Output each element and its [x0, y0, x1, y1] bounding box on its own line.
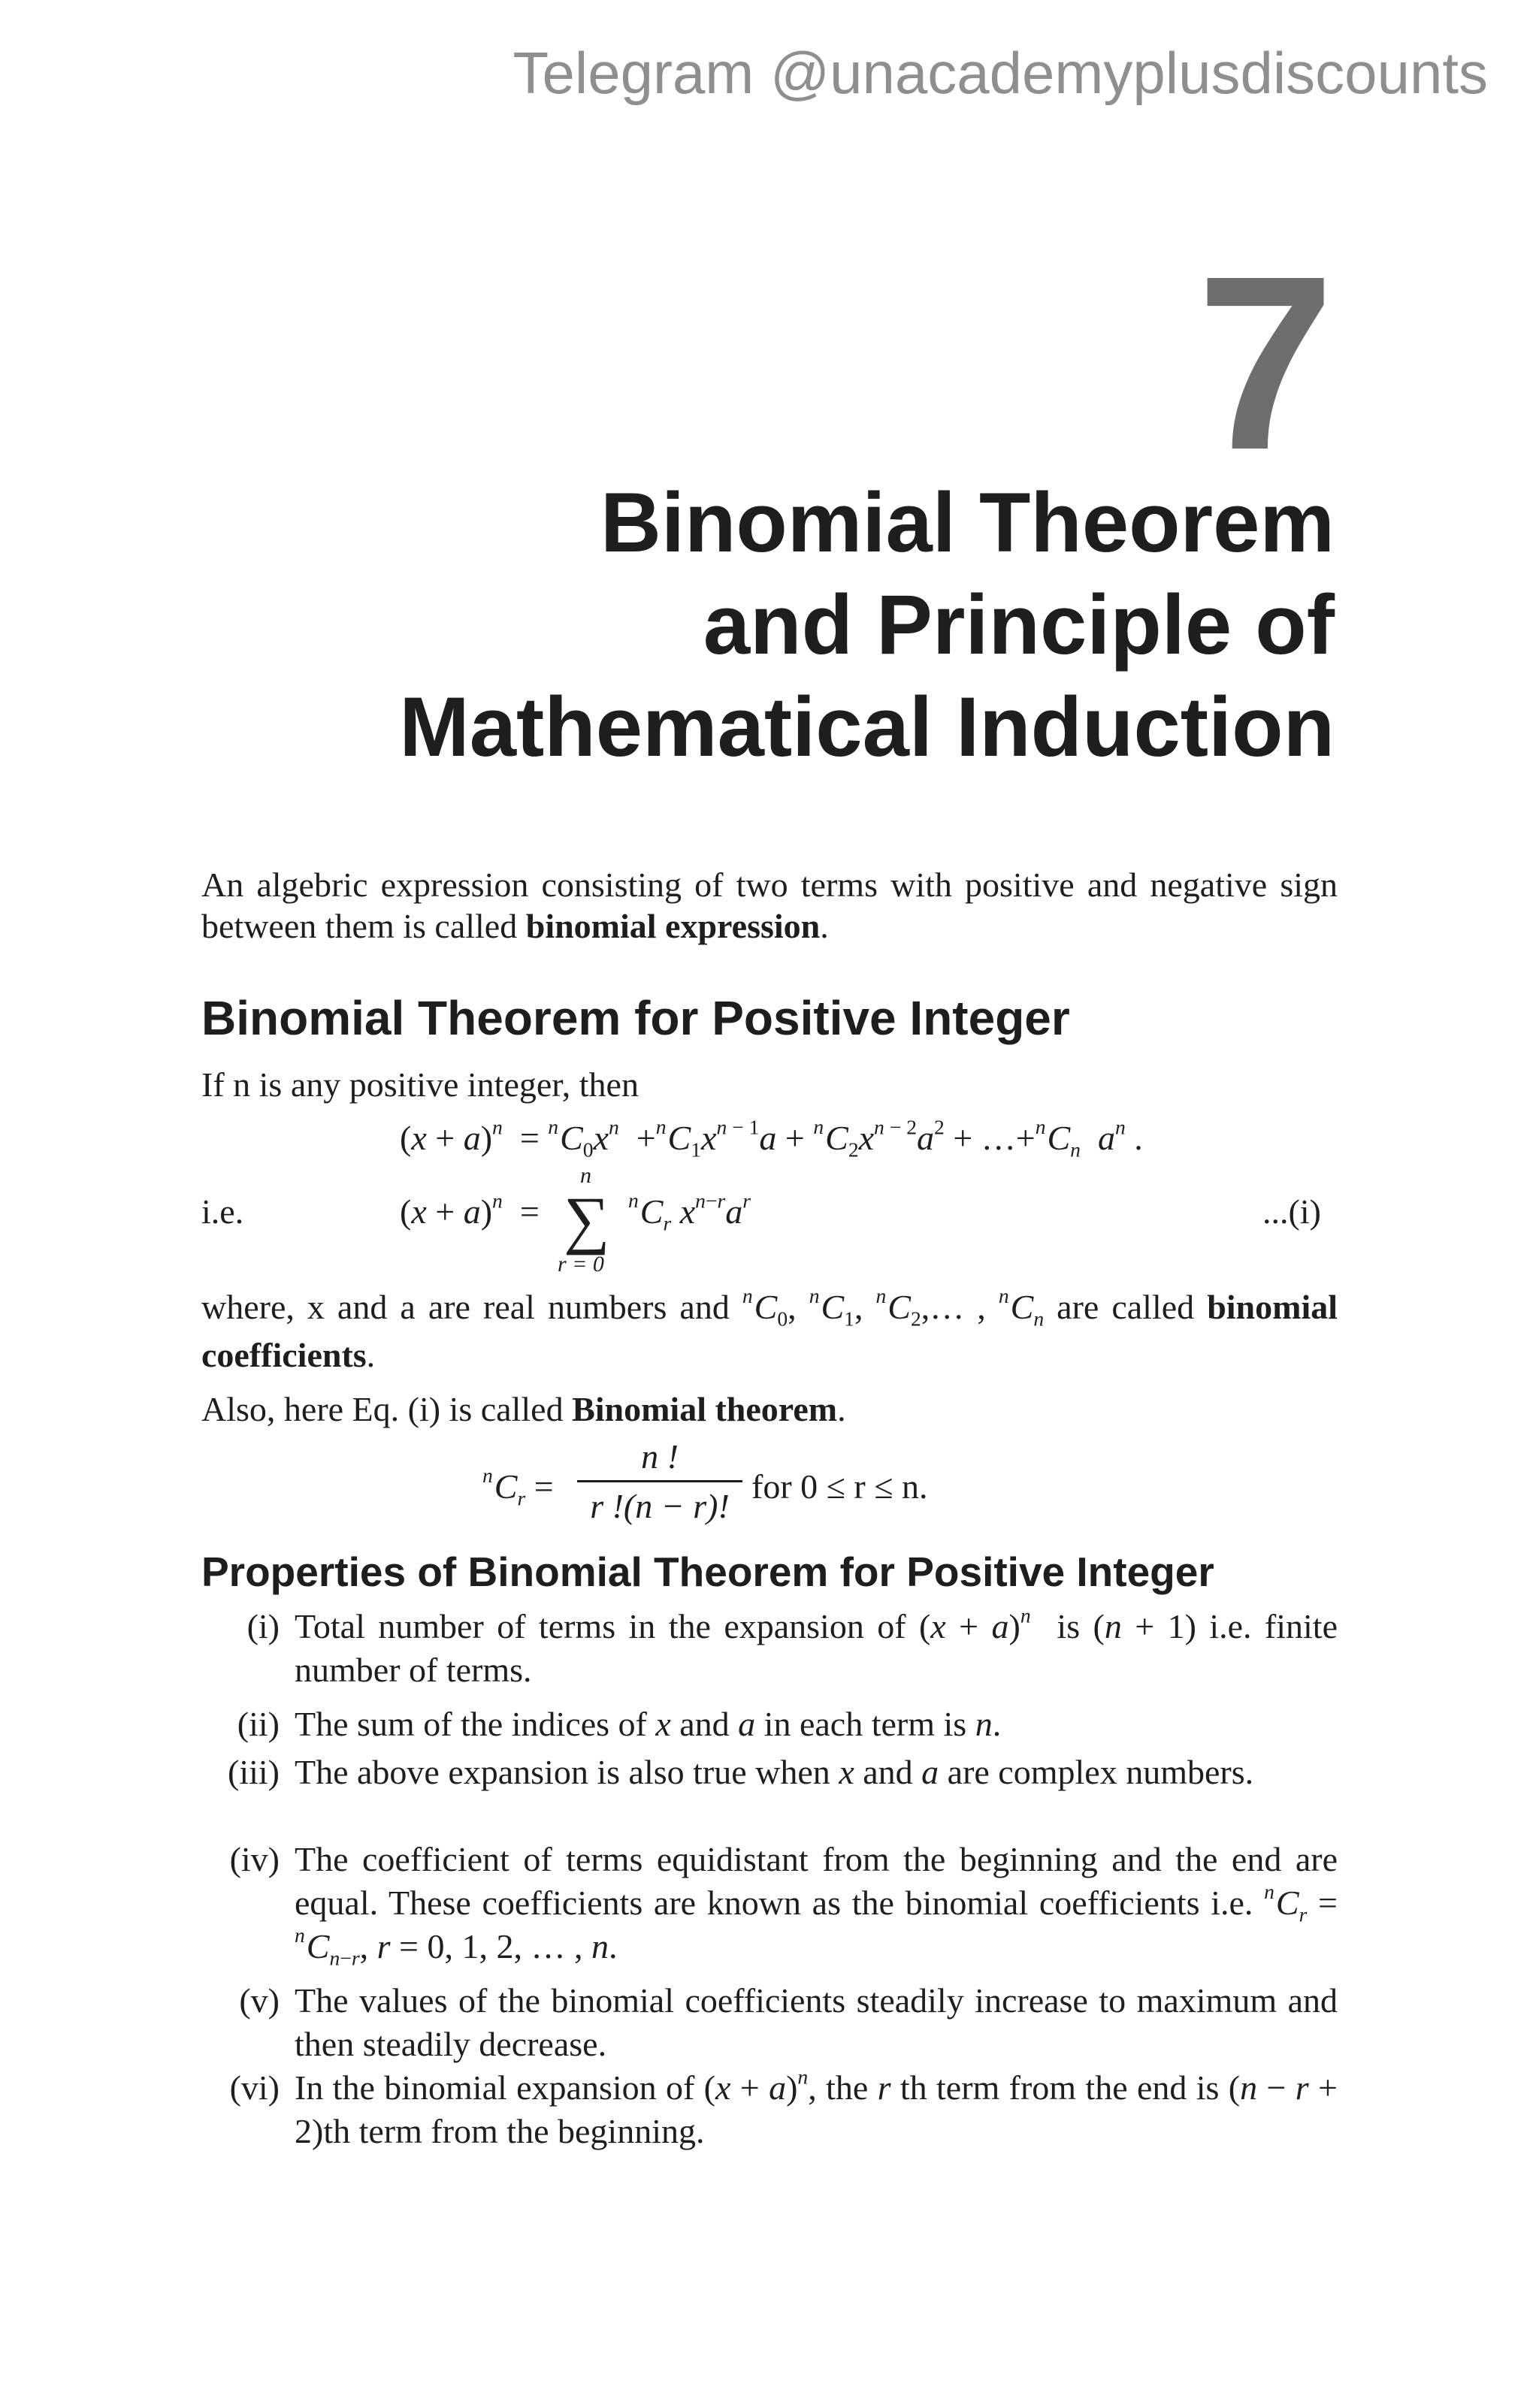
chapter-title	[132, 472, 1335, 778]
chapter-number: 7	[1196, 224, 1335, 501]
coefficients-list: $^nC_0$, $^nC_1$, $^nC_2,\dots$ , $^nC_n$	[742, 1284, 1045, 1331]
item-number: (iii)	[228, 1753, 280, 1791]
item-number: (ii)	[237, 1705, 280, 1743]
property-item-6	[201, 2066, 1338, 2153]
chapter-title-line-2: and Principle of	[703, 578, 1335, 672]
fraction-denominator: r !(n − r)!	[590, 1487, 730, 1525]
item-number: (i)	[246, 1607, 280, 1645]
ie-label: i.e.	[201, 1192, 244, 1231]
property-item-4	[201, 1838, 1338, 1968]
binomial-expansion-equation: $(x + a)^n = ^nC_0x^n +^nC_1x^{n - 1}a + ^nC_2x^{n - 2}a^2$ + $\dots+^nC_n$ $a^n$ .	[400, 1115, 1143, 1162]
sum-lower-limit: r = 0	[558, 1252, 604, 1277]
fraction-condition: for 0 ≤ r ≤ n.	[751, 1467, 928, 1506]
watermark: Telegram @unacademyplusdiscounts	[512, 40, 1488, 106]
where-paragraph: where, x and a are real numbers and $^nC_0$, $^nC_1$, $^nC_2,\dots$ , $^nC_n$ are called binomial coefficients.	[201, 1284, 1338, 1374]
also-paragraph: Also, here Eq. (i) is called Binomial theorem.	[201, 1390, 846, 1428]
intro-end: .	[820, 907, 829, 945]
item-text: In the binomial expansion of $(x + a)^n$, the r th term from the end is (n − r + 2)th term from the beginning.	[295, 2065, 1338, 2150]
property-item-3	[201, 1751, 1338, 1794]
equation-reference: ...(i)	[1262, 1192, 1321, 1231]
property-item-1	[201, 1605, 1338, 1692]
where-bold: binomial coefficients	[201, 1288, 1338, 1374]
summation-lhs: $(x + a)^n$ =	[400, 1189, 540, 1231]
item-number: (v)	[239, 1981, 280, 2020]
also-text: Also, here Eq. (i) is called	[201, 1390, 564, 1428]
summation-symbol	[558, 1163, 625, 1283]
sigma-icon: ∑	[564, 1183, 610, 1255]
chapter-title-line-3: Mathematical Induction	[399, 680, 1335, 774]
item-text: The coefficient of terms equidistant from the beginning and the end are equal. These coefficients are known as the binomial coefficients i.e. $^nC_r = ^nC_{n-r}$, r = 0, 1, 2, … , n.	[295, 1840, 1338, 1970]
item-text: The above expansion is also true when x and a are complex numbers.	[295, 1753, 1254, 1791]
sum-upper-limit: n	[580, 1163, 591, 1188]
fraction-bar	[577, 1480, 742, 1482]
item-text: Total number of terms in the expansion of $(x + a)^n$ is (n + 1) i.e. finite number of terms.	[295, 1603, 1338, 1689]
section1-lead: If n is any positive integer, then	[201, 1065, 639, 1104]
intro-bold: binomial expression	[525, 907, 821, 945]
fraction-numerator: n !	[641, 1437, 679, 1476]
ncr-formula	[482, 1437, 1084, 1534]
item-text: The sum of the indices of x and a in each term is n.	[295, 1705, 1002, 1743]
section-heading-binomial-theorem: Binomial Theorem for Positive Integer	[201, 991, 1070, 1045]
where-text: where, x and a are real numbers and	[201, 1288, 730, 1326]
ncr-lhs: $^nC_r$ =	[482, 1464, 554, 1510]
summation-term: $^nC_r$ $x^{n-r}a^r$	[628, 1189, 751, 1235]
property-item-2	[201, 1703, 1338, 1746]
section-heading-properties: Properties of Binomial Theorem for Positive Integer	[201, 1548, 1214, 1595]
intro-text: An algebric expression consisting of two terms with positive and negative sign between them is called	[201, 866, 1338, 945]
intro-paragraph	[201, 864, 1338, 947]
item-number: (vi)	[229, 2068, 280, 2107]
where-tail: are called	[1057, 1288, 1195, 1326]
chapter-title-line-1: Binomial Theorem	[600, 476, 1335, 570]
property-item-5	[201, 1979, 1338, 2066]
item-text: The values of the binomial coefficients steadily increase to maximum and then steadily decrease.	[295, 1981, 1338, 2063]
also-bold: Binomial theorem	[572, 1390, 838, 1428]
item-number: (iv)	[229, 1840, 280, 1878]
